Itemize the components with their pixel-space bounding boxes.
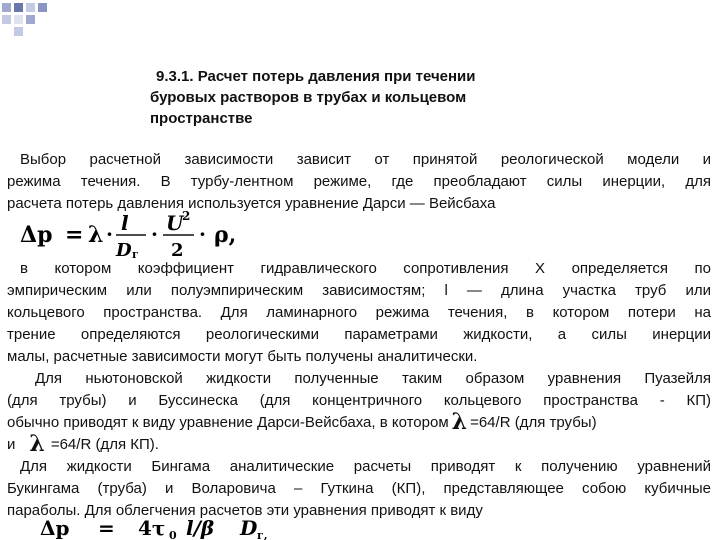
formula-delta-p: Δp — [40, 516, 70, 540]
section-heading — [150, 66, 570, 129]
text-line: параболы. Для облегчения расчетов эти уравнения приводят к виду — [7, 502, 483, 519]
text-line: Для ньютоновской жидкости полученные таким образом уравнения Пуазейля — [35, 370, 711, 387]
formula-l: l — [121, 211, 129, 235]
paragraph-main — [7, 258, 711, 522]
text-line: Для жидкости Бингама аналитические расчеты приводят к получению уравнений — [20, 458, 711, 475]
formula-delta-p: Δp — [20, 222, 53, 248]
text-line: (для трубы) и Буссинеска (для концентричного кольцевого пространства - КП) — [7, 392, 711, 409]
text-line: Выбор расчетной зависимости зависит от принятой реологической модели и — [20, 151, 711, 168]
lambda-symbol: λ — [451, 409, 468, 435]
formula-four-tau: 4τ — [138, 516, 166, 540]
text-line: в котором коэффициент гидравлического сопротивления X определяется по — [20, 260, 711, 277]
text-line: расчета потерь давления используется уравнение Дарси — Вейсбаха — [7, 195, 496, 212]
text-line: малы, расчетные зависимости могут быть получены аналитически. — [7, 348, 478, 365]
heading-line: пространстве — [150, 110, 253, 127]
formula-lambda: λ — [88, 222, 104, 248]
text-line: Букингама (труба) и Воларовича – Гуткина (КП), представляющее собою кубичные — [7, 480, 711, 497]
text-line: режима течения. В турбу-лентном режиме, где преобладают силы инерции, для — [7, 173, 711, 190]
text-segment: обычно приводят к виду уравнение Дарси-Вейсбаха, в котором — [7, 414, 449, 431]
darcy-weisbach-formula — [18, 208, 248, 258]
text-line: трение определяются реологическими параметрами жидкости, а силы инерции — [7, 326, 711, 343]
formula-dot: · — [199, 222, 206, 246]
bingham-formula — [38, 515, 338, 540]
formula-dot: · — [151, 222, 158, 246]
formula-equals: = — [98, 516, 115, 540]
formula-two: 2 — [171, 240, 184, 258]
heading-line: 9.3.1. Расчет потерь давления при течении — [156, 68, 476, 85]
text-segment: =64/R (для КП). — [50, 436, 159, 453]
text-line-with-lambda — [7, 409, 711, 435]
formula-U: U — [166, 211, 184, 235]
lambda-symbol: λ — [29, 431, 45, 457]
formula-D: D — [240, 516, 258, 540]
paragraph-intro — [7, 149, 711, 215]
formula-U-sup: 2 — [182, 209, 191, 223]
corner-decoration — [0, 0, 60, 40]
formula-D-sub: г — [132, 248, 139, 258]
formula-tau-sub: 0 — [169, 529, 177, 540]
formula-l-over-beta: l/β — [186, 516, 215, 540]
text-segment: и — [7, 436, 16, 453]
heading-line: буровых растворов в трубах и кольцевом — [150, 89, 467, 106]
formula-dot: · — [106, 222, 113, 246]
text-line: кольцевого пространства. Для ламинарного режима течения, в котором потери на — [7, 304, 711, 321]
formula-equals: = — [65, 222, 84, 248]
formula-D-sub: г, — [257, 529, 268, 540]
text-segment: =64/R (для трубы) — [470, 414, 597, 431]
text-line: эмпирическим или полуэмпирическим зависимостям; l — длина участка труб или — [7, 282, 711, 299]
formula-rho: ρ, — [214, 222, 237, 248]
text-line-with-lambda — [7, 431, 711, 457]
formula-D: D — [116, 240, 132, 258]
